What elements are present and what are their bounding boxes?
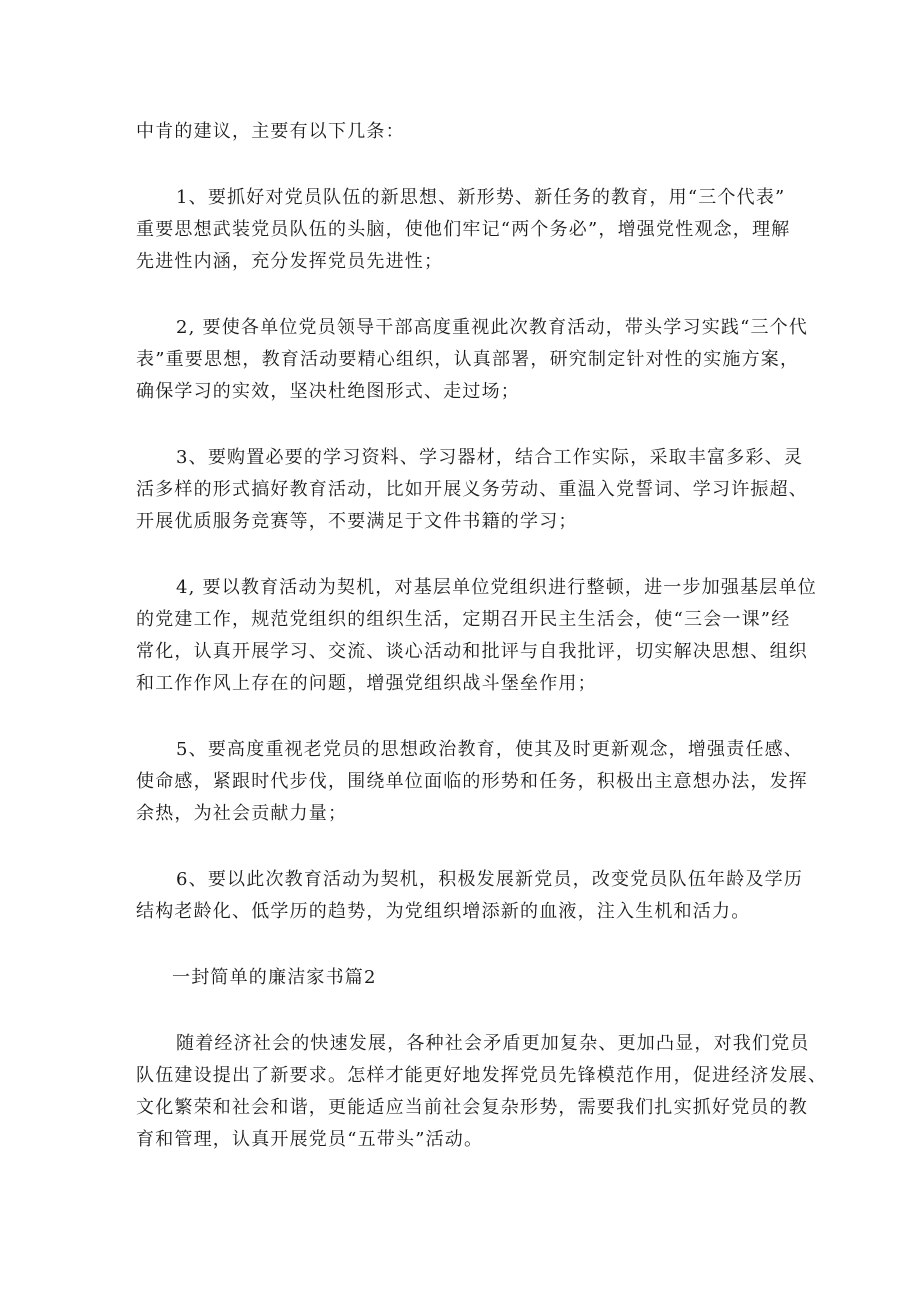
item-2-line-3: 确保学习的实效，坚决杜绝图形式、走过场； — [136, 381, 520, 402]
item-4-line-4: 和工作作风上存在的问题，增强党组织战斗堡垒作用； — [136, 673, 597, 694]
paragraph-gap — [136, 538, 786, 572]
item-1 — [136, 182, 791, 278]
item-4 — [136, 572, 817, 700]
item-5-line-3: 余热，为社会贡献力量； — [136, 803, 348, 824]
item-6 — [136, 864, 804, 928]
section-title: 一封简单的廉洁家书篇2 — [172, 967, 377, 988]
closing-line-4: 育和管理，认真开展党员“五带头”活动。 — [136, 1129, 484, 1150]
item-3-line-2: 活多样的形式搞好教育活动，比如开展义务劳动、重温入党誓词、学习许振超、 — [136, 479, 808, 500]
item-3 — [136, 442, 808, 538]
item-5 — [136, 734, 808, 830]
paragraph-gap — [136, 928, 786, 962]
item-6-line-1: 6、要以此次教育活动为契机，积极发展新党员，改变党员队伍年龄及学历 — [176, 869, 804, 890]
item-5-line-1: 5、要高度重视老党员的思想政治教育，使其及时更新观念，增强责任感、 — [176, 739, 804, 760]
paragraph-gap — [136, 700, 786, 734]
item-6-line-2: 结构老龄化、低学历的趋势，为党组织增添新的血液，注入生机和活力。 — [136, 901, 751, 922]
item-1-line-3: 先进性内涵，充分发挥党员先进性； — [136, 251, 444, 272]
item-2-line-1: 2, 要使各单位党员领导干部高度重视此次教育活动，带头学习实践“三个代 — [176, 317, 809, 338]
closing-line-3: 文化繁荣和社会和谐，更能适应当前社会复杂形势，需要我们扎实抓好党员的教 — [136, 1097, 808, 1118]
paragraph-gap — [136, 408, 786, 442]
closing-paragraph — [136, 1028, 828, 1156]
item-4-line-2: 的党建工作，规范党组织的组织生活，定期召开民主生活会，使“三会一课”经 — [136, 609, 791, 630]
item-4-line-1: 4, 要以教育活动为契机，对基层单位党组织进行整顿，进一步加强基层单位 — [176, 577, 817, 598]
item-3-line-3: 开展优质服务竞赛等，不要满足于文件书籍的学习； — [136, 511, 578, 532]
closing-line-2: 队伍建设提出了新要求。怎样才能更好地发挥党员先锋模范作用，促进经济发展、 — [136, 1065, 828, 1086]
paragraph-gap — [136, 830, 786, 864]
document-body — [136, 116, 828, 1156]
item-3-line-1: 3、要购置必要的学习资料、学习器材，结合工作实际，采取丰富多彩、灵 — [176, 447, 804, 468]
item-2 — [136, 312, 809, 408]
intro-line: 中肯的建议，主要有以下几条： — [136, 121, 405, 142]
item-5-line-2: 使命感，紧跟时代步伐，围绕单位面临的形势和任务，积极出主意想办法，发挥 — [136, 771, 808, 792]
item-1-line-2: 重要思想武装党员队伍的头脑，使他们牢记“两个务必”，增强党性观念，理解 — [136, 219, 791, 240]
closing-line-1: 随着经济社会的快速发展，各种社会矛盾更加复杂、更加凸显，对我们党员 — [176, 1033, 810, 1054]
paragraph-gap — [136, 278, 786, 312]
paragraph-gap — [136, 148, 786, 182]
paragraph-gap — [136, 994, 786, 1028]
item-4-line-3: 常化，认真开展学习、交流、谈心活动和批评与自我批评，切实解决思想、组织 — [136, 641, 808, 662]
item-1-line-1: 1、要抓好对党员队伍的新思想、新形势、新任务的教育，用“三个代表” — [176, 187, 786, 208]
item-2-line-2: 表”重要思想，教育活动要精心组织，认真部署，研究制定针对性的实施方案， — [136, 349, 800, 370]
